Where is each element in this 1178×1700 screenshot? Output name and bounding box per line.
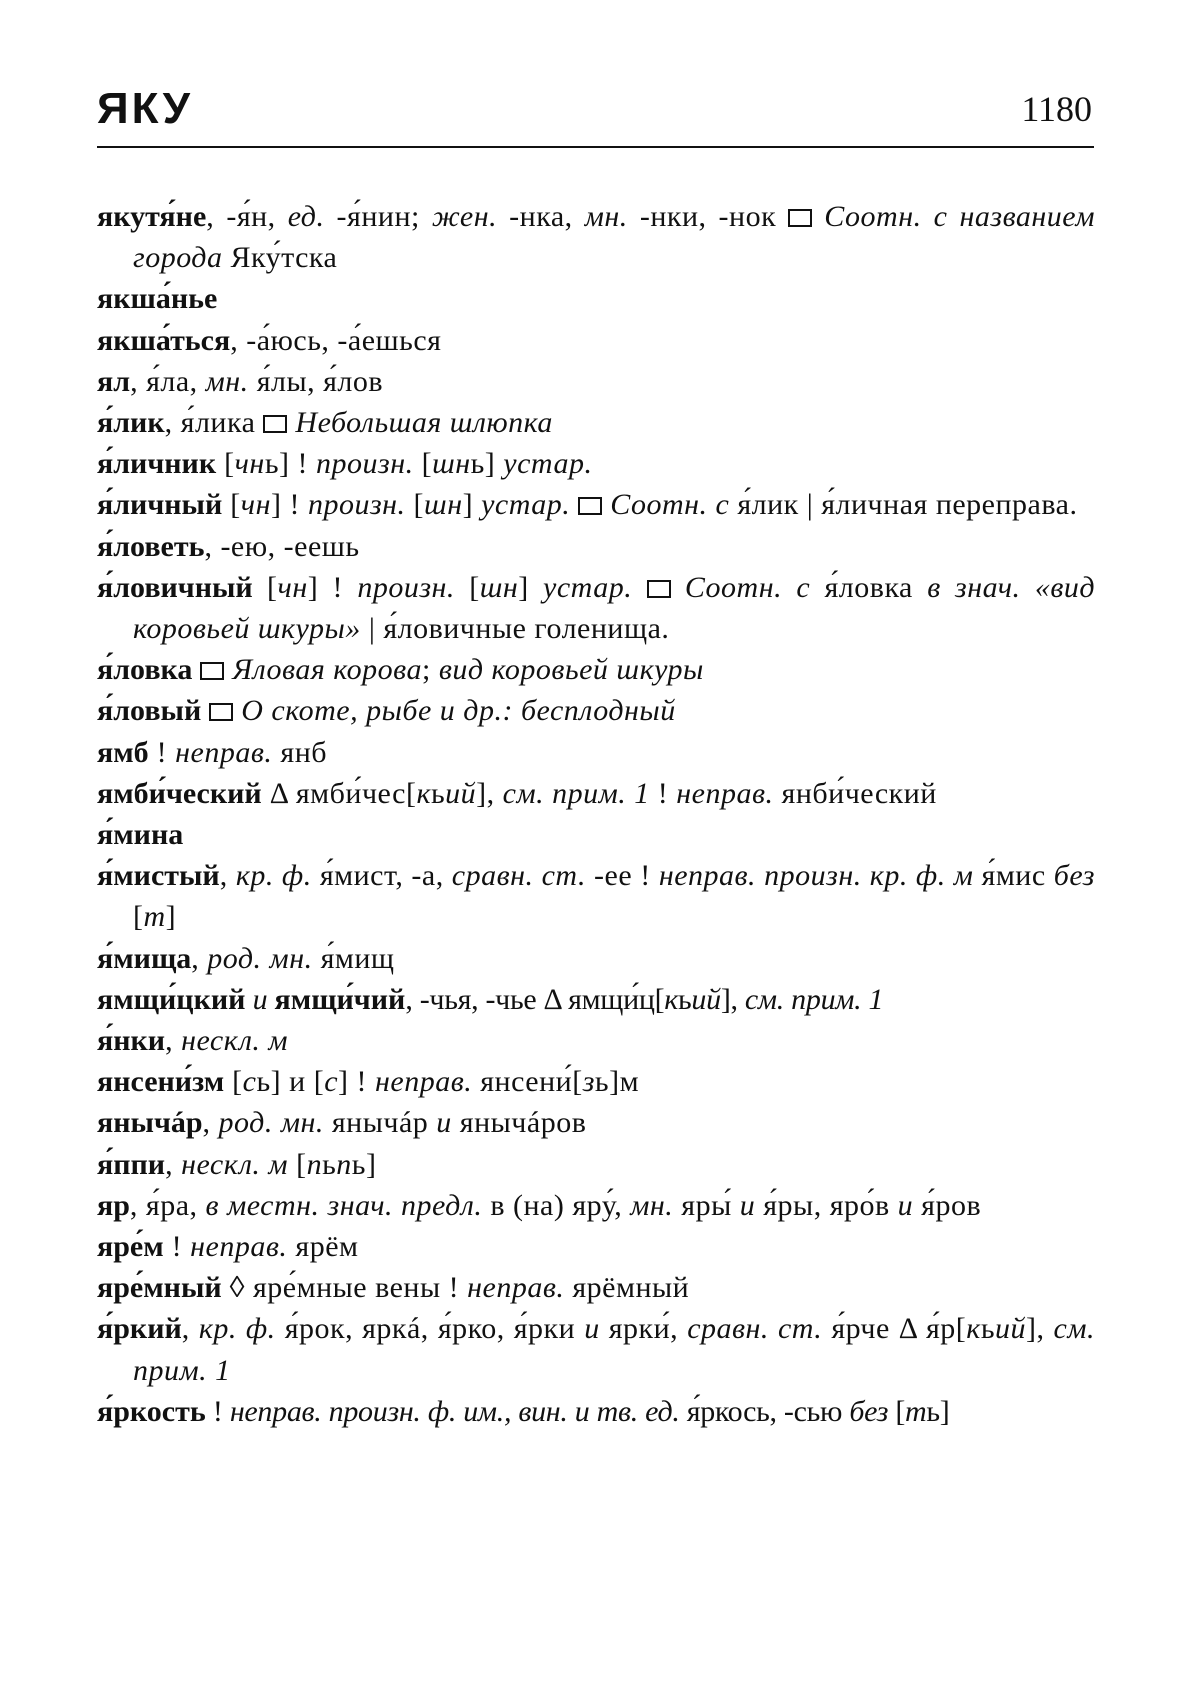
entry-text: -нка, [497, 200, 585, 233]
entry-text: ярки́, [599, 1312, 688, 1346]
entry-text: , я́ра, [129, 1188, 206, 1222]
entry-text [192, 653, 200, 686]
entry-text: , [202, 1106, 219, 1140]
grammar-note: см. прим. 1 [744, 982, 884, 1016]
page-header [97, 78, 1094, 148]
entry-text: -я́нин; [324, 200, 432, 233]
entry-text: ь] и [ [256, 1065, 325, 1099]
entry-text [201, 694, 209, 727]
grammar-note: шн [432, 447, 471, 481]
grammar-note: чн [277, 570, 308, 604]
dictionary-entry [97, 1020, 1095, 1061]
headword: я́мища [97, 941, 192, 975]
grammar-note: неправ. [375, 1065, 473, 1099]
grammar-note: ий [445, 776, 477, 810]
entry-text: ◊ яре́мные вены ! [221, 1271, 468, 1305]
entry-text: [ [405, 488, 425, 522]
entry-text: -нки, -нок [627, 200, 789, 233]
entry-text: я́рок, яркá, я́рко, я́рки [275, 1312, 585, 1346]
entry-text: ь] ! [264, 447, 316, 481]
grammar-note: род. мн. [207, 941, 313, 975]
grammar-note: произн. [357, 570, 455, 604]
grammar-note: мн. [630, 1188, 674, 1222]
grammar-note: неправ. [190, 1230, 288, 1264]
dictionary-entry [97, 196, 1095, 278]
grammar-note: сравн. ст. [451, 859, 586, 893]
dictionary-entry [97, 649, 1095, 690]
headword: я́ловый [97, 694, 202, 728]
entry-text: [ [413, 447, 433, 481]
entry-text: ь] [470, 447, 504, 481]
headword: якша́нье [97, 282, 218, 316]
entry-text: Яку́тска [222, 241, 338, 275]
dictionary-entry [97, 402, 1095, 443]
entry-text: ь]м [594, 1065, 640, 1099]
dictionary-entry [97, 567, 1095, 649]
grammar-note: чн [240, 488, 271, 522]
grammar-note: неправ. [467, 1271, 565, 1305]
headword: я́ловка [97, 653, 193, 687]
entry-text: янычáров [451, 1106, 587, 1140]
headword: я́нки [97, 1024, 166, 1058]
entry-text: [ [133, 900, 144, 934]
grammar-note: с [242, 1065, 257, 1099]
entry-text: , я́ла, [130, 364, 206, 398]
entry-text: ! [163, 1230, 191, 1264]
grammar-note: без [1053, 859, 1095, 893]
grammar-note: и [584, 1312, 600, 1346]
entry-text: я́ловка [810, 570, 928, 604]
headword: якутя́не [97, 200, 207, 233]
entry-text: , [191, 941, 208, 975]
entry-text: я́лик | я́личная переправа. [729, 488, 1078, 522]
entry-text [632, 571, 646, 604]
entry-text: [ [222, 488, 241, 522]
headword: я́личник [97, 447, 217, 481]
entry-text: -ее ! [585, 859, 659, 893]
entry-text: , -я́н, [206, 200, 288, 233]
dictionary-entries [97, 196, 1095, 1432]
dictionary-entry [97, 1185, 1095, 1226]
entry-text: янби́ческий [773, 776, 937, 810]
grammar-note: устар. [503, 447, 593, 481]
entry-text: , я́лика [164, 406, 264, 440]
headword: я́личный [97, 488, 223, 522]
grammar-note: з [582, 1065, 595, 1099]
grammar-note: п [336, 1147, 352, 1181]
dictionary-entry [97, 1102, 1095, 1143]
dictionary-entry [97, 855, 1095, 937]
running-head: ЯКУ [97, 84, 193, 133]
headword: ямщи́цкий [97, 982, 246, 1016]
grammar-note: сравн. ст. [687, 1312, 823, 1346]
entry-text: ь] [351, 1147, 377, 1181]
entry-text: я́ры, яро́в [755, 1188, 898, 1222]
grammar-note: род. мн. [218, 1106, 324, 1140]
entry-text: [ [454, 570, 480, 604]
grammar-note: к [966, 1312, 981, 1346]
entry-text: [ [224, 1065, 243, 1099]
grammar-note: устар. [481, 488, 571, 522]
headword: янычáр [97, 1106, 203, 1140]
dictionary-entry [97, 773, 1095, 814]
entry-text: я́мищ [312, 941, 395, 975]
grammar-note: мн. [205, 364, 249, 398]
entry-text: янб [272, 735, 328, 769]
headword: яре́м [97, 1230, 164, 1264]
grammar-note: неправ. [676, 776, 774, 810]
grammar-note: и [897, 1188, 914, 1222]
dictionary-entry [97, 526, 1095, 567]
dictionary-entry [97, 1308, 1095, 1390]
entry-text: ! [649, 776, 677, 810]
dictionary-entry [97, 979, 1095, 1020]
entry-text: ] ! [338, 1065, 376, 1099]
entry-text: , -чья, -чье Δ ямщи́ц[ [405, 982, 665, 1016]
entry-text: ] [462, 488, 482, 522]
entry-text: я́мис [973, 859, 1054, 893]
entry-text: | я́ловичные голенища. [360, 612, 670, 646]
definition-box-icon [263, 415, 287, 433]
grammar-note: жен. [431, 200, 498, 233]
entry-text: янычáр [323, 1106, 437, 1140]
dictionary-entry [97, 320, 1095, 361]
entry-text: [ [888, 1394, 906, 1428]
grammar-note: произн. [316, 447, 414, 481]
grammar-note: неправ. [175, 735, 273, 769]
entry-text: ! [148, 735, 176, 769]
entry-text: яры́ [673, 1188, 740, 1222]
headword: я́ловичный [97, 570, 253, 604]
grammar-note: с [324, 1065, 339, 1099]
grammar-note: произн. [307, 488, 406, 522]
headword: яре́мный [97, 1271, 222, 1305]
headword: я́ркий [97, 1312, 182, 1346]
entry-text: ] [518, 570, 544, 604]
entry-text: , [181, 1312, 199, 1346]
grammar-note: без [849, 1394, 889, 1428]
grammar-note: и [245, 982, 275, 1016]
definition-box-icon [200, 662, 224, 680]
entry-text: ] ! [307, 570, 358, 604]
dictionary-entry [97, 278, 1095, 319]
entry-text: ] ! [270, 488, 308, 522]
grammar-note: т [905, 1394, 927, 1428]
entry-text: ; [422, 653, 439, 687]
entry-text: ь [430, 776, 446, 810]
grammar-note: вид коровьей шкуры [438, 653, 704, 687]
grammar-note: Соотн. с [602, 488, 730, 522]
grammar-note: Небольшая шлюпка [287, 406, 553, 440]
grammar-note: О скоте, рыбе и др.: бесплодный [233, 694, 676, 728]
entry-text: я́ров [913, 1188, 982, 1222]
dictionary-entry [97, 690, 1095, 731]
page-number: 1180 [1021, 89, 1092, 129]
grammar-note: т [143, 900, 166, 934]
grammar-note: неправ. произн. кр. ф. м [658, 859, 974, 893]
headword: я́ловеть [97, 529, 205, 563]
grammar-note: кр. ф. [198, 1312, 276, 1346]
grammar-note: чн [234, 447, 265, 481]
headword: я́лик [97, 406, 165, 440]
entry-text: Δ ямби́чес[ [261, 776, 417, 810]
grammar-note: к [664, 982, 679, 1016]
dictionary-entry [97, 1391, 1095, 1432]
grammar-note: шн [424, 488, 463, 522]
entry-text: ], [720, 982, 745, 1016]
grammar-note: см. прим. 1 [133, 1312, 1096, 1387]
grammar-note: мн. [584, 200, 628, 233]
definition-box-icon [647, 580, 671, 598]
entry-text [570, 488, 578, 521]
entry-text: ] [165, 900, 177, 934]
headword: якша́ться [97, 323, 231, 357]
grammar-note: шн [479, 570, 519, 604]
grammar-note: ед. [287, 200, 325, 233]
headword: ямби́ческий [97, 776, 262, 810]
grammar-note: см. прим. 1 [502, 776, 650, 810]
entry-text: , [165, 1024, 182, 1058]
dictionary-entry [97, 1144, 1095, 1185]
entry-text: , -ею, -еешь [204, 529, 360, 563]
entry-text: ярёмный [564, 1271, 690, 1305]
entry-text: я́рче Δ я́р[ [822, 1312, 967, 1346]
entry-text: ь [980, 1312, 996, 1346]
entry-text: ярём [287, 1230, 359, 1264]
entry-text: в (на) яру́, [482, 1188, 631, 1222]
headword: яр [97, 1188, 130, 1222]
entry-text: , [165, 1147, 182, 1181]
entry-text: [ [288, 1147, 307, 1181]
grammar-note: к [416, 776, 431, 810]
definition-box-icon [788, 209, 812, 227]
entry-text: [ [252, 570, 278, 604]
entry-text: ь [322, 1147, 337, 1181]
grammar-note: нескл. м [181, 1024, 289, 1058]
dictionary-entry [97, 484, 1095, 525]
headword: я́мина [97, 818, 184, 852]
dictionary-entry [97, 1267, 1095, 1308]
dictionary-entry [97, 1226, 1095, 1267]
grammar-note: ий [995, 1312, 1027, 1346]
definition-box-icon [578, 497, 602, 515]
dictionary-entry [97, 938, 1095, 979]
entry-text: , [219, 859, 236, 893]
entry-text: ! [205, 1394, 230, 1428]
grammar-note: Яловая корова [224, 653, 422, 687]
grammar-note: нескл. м [181, 1147, 289, 1181]
entry-text: ], [476, 776, 503, 810]
grammar-note: неправ. произн. ф. им., вин. и тв. ед. [229, 1394, 680, 1428]
entry-text: янсени́[ [472, 1065, 583, 1099]
definition-box-icon [209, 703, 233, 721]
headword: я́ркость [97, 1394, 206, 1428]
dictionary-entry [97, 814, 1095, 855]
grammar-note: Соотн. с названием города [133, 200, 1096, 275]
grammar-note: ий [691, 982, 721, 1016]
headword: ял [97, 364, 131, 398]
dictionary-entry [97, 732, 1095, 773]
entry-text: , -а́юсь, -а́ешься [230, 323, 442, 357]
headword: янсени́зм [97, 1065, 225, 1099]
entry-text: я́ркось, -сью [679, 1394, 850, 1428]
entry-text: [ [216, 447, 235, 481]
dictionary-entry [97, 443, 1095, 484]
entry-text: ь] [926, 1394, 950, 1428]
grammar-note: и [739, 1188, 756, 1222]
entry-text: ], [1026, 1312, 1054, 1346]
dictionary-entry [97, 1061, 1095, 1102]
dictionary-entry [97, 361, 1095, 402]
headword: я́ппи [97, 1147, 166, 1181]
grammar-note: в местн. знач. предл. [205, 1188, 483, 1222]
grammar-note: п [306, 1147, 323, 1181]
headword: ямщи́чий [274, 982, 406, 1016]
grammar-note: в знач. «вид коровьей шкуры» [133, 570, 1096, 646]
grammar-note: кр. ф. [235, 859, 312, 893]
headword: ямб [97, 735, 149, 769]
entry-text: ь [678, 982, 692, 1016]
headword: я́мистый [97, 859, 220, 893]
entry-text: я́лы, я́лов [248, 364, 384, 398]
grammar-note: Соотн. с [670, 570, 811, 604]
grammar-note: устар. [543, 570, 633, 604]
grammar-note: и [436, 1106, 452, 1140]
entry-text: я́мист, -а, [311, 859, 452, 893]
